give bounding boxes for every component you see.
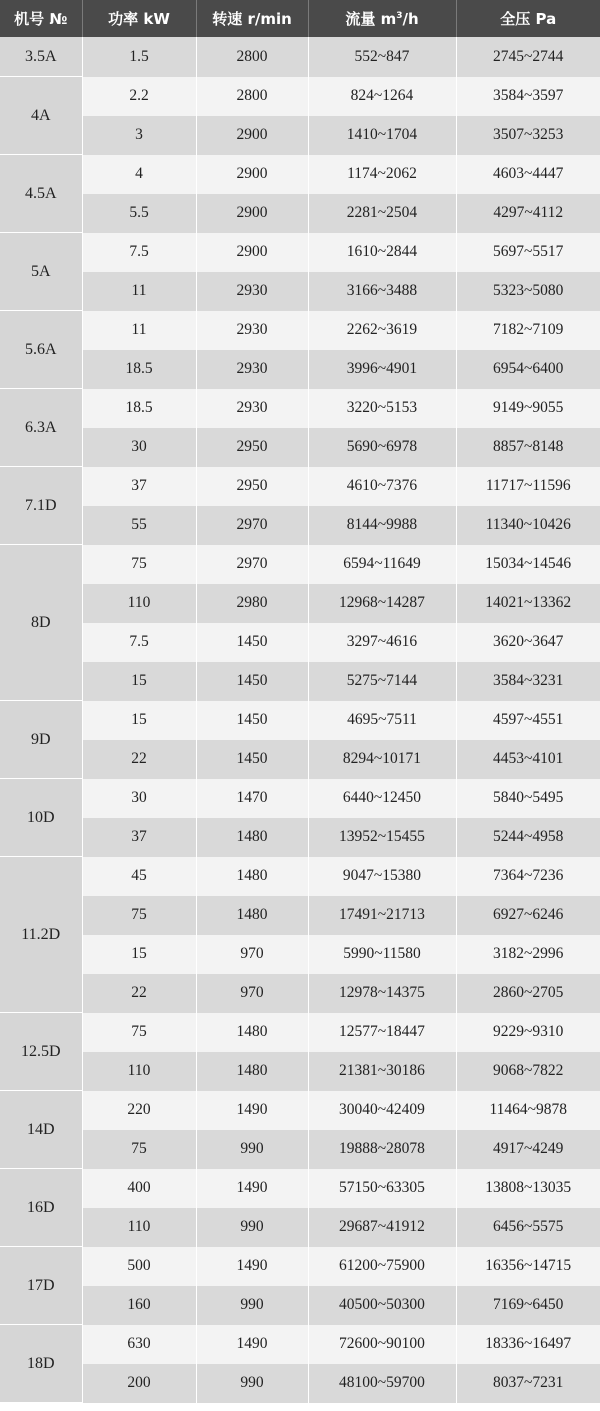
- flow-cell: 5275~7144: [308, 662, 456, 701]
- speed-cell: 2970: [196, 545, 308, 584]
- power-cell: 22: [82, 974, 196, 1013]
- flow-cell: 3220~5153: [308, 389, 456, 428]
- table-row: [0, 1169, 600, 1208]
- model-cell: 16D: [0, 1169, 82, 1247]
- flow-cell: 5690~6978: [308, 428, 456, 467]
- speed-cell: 2970: [196, 506, 308, 545]
- flow-cell: 1174~2062: [308, 155, 456, 194]
- speed-cell: 1480: [196, 1052, 308, 1091]
- speed-cell: 2800: [196, 77, 308, 116]
- power-cell: 630: [82, 1325, 196, 1364]
- flow-cell: 12577~18447: [308, 1013, 456, 1052]
- table-row: [0, 779, 600, 818]
- model-cell: 5A: [0, 233, 82, 311]
- power-cell: 200: [82, 1364, 196, 1403]
- pressure-cell: 11464~9878: [456, 1091, 600, 1130]
- flow-cell: 48100~59700: [308, 1364, 456, 1403]
- table-row: [0, 1286, 600, 1325]
- power-cell: 500: [82, 1247, 196, 1286]
- pressure-cell: 7182~7109: [456, 311, 600, 350]
- speed-cell: 990: [196, 1286, 308, 1325]
- pressure-cell: 2745~2744: [456, 37, 600, 77]
- power-cell: 3: [82, 116, 196, 155]
- speed-cell: 2980: [196, 584, 308, 623]
- pressure-cell: 5323~5080: [456, 272, 600, 311]
- pressure-cell: 6954~6400: [456, 350, 600, 389]
- flow-cell: 29687~41912: [308, 1208, 456, 1247]
- table-row: [0, 350, 600, 389]
- power-cell: 15: [82, 935, 196, 974]
- flow-cell: 13952~15455: [308, 818, 456, 857]
- pressure-cell: 5697~5517: [456, 233, 600, 272]
- model-cell: 6.3A: [0, 389, 82, 467]
- power-cell: 7.5: [82, 623, 196, 662]
- flow-cell: 17491~21713: [308, 896, 456, 935]
- flow-cell: 8144~9988: [308, 506, 456, 545]
- power-cell: 22: [82, 740, 196, 779]
- table-row: [0, 1013, 600, 1052]
- flow-cell: 6594~11649: [308, 545, 456, 584]
- header-flow-prefix: 流量 m: [345, 10, 397, 28]
- pressure-cell: 7364~7236: [456, 857, 600, 896]
- flow-cell: 12968~14287: [308, 584, 456, 623]
- flow-cell: 21381~30186: [308, 1052, 456, 1091]
- flow-cell: 9047~15380: [308, 857, 456, 896]
- pressure-cell: 9229~9310: [456, 1013, 600, 1052]
- table-row: [0, 623, 600, 662]
- table-row: [0, 1247, 600, 1286]
- power-cell: 110: [82, 1052, 196, 1091]
- power-cell: 110: [82, 1208, 196, 1247]
- table-row: [0, 701, 600, 740]
- header-pressure: 全压 Pa: [456, 0, 600, 37]
- speed-cell: 2950: [196, 467, 308, 506]
- header-speed: 转速 r/min: [196, 0, 308, 37]
- speed-cell: 2930: [196, 272, 308, 311]
- power-cell: 37: [82, 467, 196, 506]
- model-cell: 18D: [0, 1325, 82, 1403]
- header-row: [0, 0, 600, 37]
- speed-cell: 970: [196, 974, 308, 1013]
- model-cell: 3.5A: [0, 37, 82, 77]
- power-cell: 2.2: [82, 77, 196, 116]
- table-row: [0, 662, 600, 701]
- flow-cell: 2281~2504: [308, 194, 456, 233]
- model-cell: 4A: [0, 77, 82, 155]
- flow-cell: 6440~12450: [308, 779, 456, 818]
- speed-cell: 1490: [196, 1091, 308, 1130]
- power-cell: 400: [82, 1169, 196, 1208]
- power-cell: 160: [82, 1286, 196, 1325]
- flow-cell: 552~847: [308, 37, 456, 77]
- power-cell: 75: [82, 545, 196, 584]
- table-row: [0, 77, 600, 116]
- table-row: [0, 389, 600, 428]
- flow-cell: 12978~14375: [308, 974, 456, 1013]
- pressure-cell: 16356~14715: [456, 1247, 600, 1286]
- pressure-cell: 18336~16497: [456, 1325, 600, 1364]
- speed-cell: 1480: [196, 896, 308, 935]
- table-row: [0, 1091, 600, 1130]
- model-cell: 8D: [0, 545, 82, 701]
- pressure-cell: 2860~2705: [456, 974, 600, 1013]
- speed-cell: 990: [196, 1130, 308, 1169]
- pressure-cell: 4453~4101: [456, 740, 600, 779]
- model-cell: 12.5D: [0, 1013, 82, 1091]
- table-body: [0, 37, 600, 1403]
- model-cell: 5.6A: [0, 311, 82, 389]
- table-row: [0, 194, 600, 233]
- pressure-cell: 9068~7822: [456, 1052, 600, 1091]
- flow-cell: 61200~75900: [308, 1247, 456, 1286]
- table-row: [0, 857, 600, 896]
- speed-cell: 1450: [196, 701, 308, 740]
- pressure-cell: 9149~9055: [456, 389, 600, 428]
- flow-cell: 3996~4901: [308, 350, 456, 389]
- pressure-cell: 3507~3253: [456, 116, 600, 155]
- flow-cell: 3297~4616: [308, 623, 456, 662]
- flow-cell: 19888~28078: [308, 1130, 456, 1169]
- model-cell: 10D: [0, 779, 82, 857]
- table-row: [0, 1364, 600, 1403]
- speed-cell: 1450: [196, 740, 308, 779]
- pressure-cell: 13808~13035: [456, 1169, 600, 1208]
- power-cell: 75: [82, 896, 196, 935]
- speed-cell: 990: [196, 1208, 308, 1247]
- pressure-cell: 4603~4447: [456, 155, 600, 194]
- model-cell: 14D: [0, 1091, 82, 1169]
- power-cell: 15: [82, 662, 196, 701]
- power-cell: 4: [82, 155, 196, 194]
- pressure-cell: 8037~7231: [456, 1364, 600, 1403]
- speed-cell: 1490: [196, 1169, 308, 1208]
- pressure-cell: 14021~13362: [456, 584, 600, 623]
- flow-cell: 4695~7511: [308, 701, 456, 740]
- model-cell: 17D: [0, 1247, 82, 1325]
- pressure-cell: 4597~4551: [456, 701, 600, 740]
- header-flow-sup: 3: [396, 11, 403, 21]
- table-row: [0, 584, 600, 623]
- model-cell: 9D: [0, 701, 82, 779]
- power-cell: 5.5: [82, 194, 196, 233]
- pressure-cell: 3584~3231: [456, 662, 600, 701]
- table-row: [0, 155, 600, 194]
- power-cell: 7.5: [82, 233, 196, 272]
- power-cell: 75: [82, 1130, 196, 1169]
- table-row: [0, 818, 600, 857]
- power-cell: 18.5: [82, 389, 196, 428]
- header-flow-suffix: /h: [402, 10, 419, 28]
- power-cell: 220: [82, 1091, 196, 1130]
- speed-cell: 1490: [196, 1325, 308, 1364]
- power-cell: 18.5: [82, 350, 196, 389]
- power-cell: 11: [82, 311, 196, 350]
- speed-cell: 2900: [196, 233, 308, 272]
- power-cell: 45: [82, 857, 196, 896]
- power-cell: 55: [82, 506, 196, 545]
- table-row: [0, 740, 600, 779]
- table-row: [0, 37, 600, 77]
- power-cell: 75: [82, 1013, 196, 1052]
- table-row: [0, 272, 600, 311]
- power-cell: 15: [82, 701, 196, 740]
- speed-cell: 2900: [196, 116, 308, 155]
- power-cell: 30: [82, 779, 196, 818]
- flow-cell: 3166~3488: [308, 272, 456, 311]
- speed-cell: 1450: [196, 662, 308, 701]
- pressure-cell: 3182~2996: [456, 935, 600, 974]
- table-row: [0, 545, 600, 584]
- flow-cell: 72600~90100: [308, 1325, 456, 1364]
- pressure-cell: 3620~3647: [456, 623, 600, 662]
- flow-cell: 40500~50300: [308, 1286, 456, 1325]
- pressure-cell: 8857~8148: [456, 428, 600, 467]
- header-model: 机号 №: [0, 0, 82, 37]
- table-row: [0, 233, 600, 272]
- pressure-cell: 15034~14546: [456, 545, 600, 584]
- pressure-cell: 5244~4958: [456, 818, 600, 857]
- table-row: [0, 467, 600, 506]
- flow-cell: 5990~11580: [308, 935, 456, 974]
- speed-cell: 2930: [196, 350, 308, 389]
- power-cell: 1.5: [82, 37, 196, 77]
- flow-cell: 1610~2844: [308, 233, 456, 272]
- speed-cell: 2800: [196, 37, 308, 77]
- power-cell: 30: [82, 428, 196, 467]
- flow-cell: 1410~1704: [308, 116, 456, 155]
- model-cell: 11.2D: [0, 857, 82, 1013]
- speed-cell: 2900: [196, 194, 308, 233]
- model-cell: 4.5A: [0, 155, 82, 233]
- pressure-cell: 6456~5575: [456, 1208, 600, 1247]
- flow-cell: 824~1264: [308, 77, 456, 116]
- header-power: 功率 kW: [82, 0, 196, 37]
- power-cell: 110: [82, 584, 196, 623]
- flow-cell: 30040~42409: [308, 1091, 456, 1130]
- pressure-cell: 4917~4249: [456, 1130, 600, 1169]
- power-cell: 37: [82, 818, 196, 857]
- speed-cell: 1470: [196, 779, 308, 818]
- speed-cell: 2930: [196, 311, 308, 350]
- pressure-cell: 7169~6450: [456, 1286, 600, 1325]
- table-row: [0, 311, 600, 350]
- speed-cell: 990: [196, 1364, 308, 1403]
- speed-cell: 1480: [196, 1013, 308, 1052]
- table-row: [0, 1325, 600, 1364]
- speed-cell: 970: [196, 935, 308, 974]
- power-cell: 11: [82, 272, 196, 311]
- table-header: [0, 0, 600, 37]
- pressure-cell: 3584~3597: [456, 77, 600, 116]
- speed-cell: 1480: [196, 857, 308, 896]
- pressure-cell: 11340~10426: [456, 506, 600, 545]
- speed-cell: 2930: [196, 389, 308, 428]
- model-cell: 7.1D: [0, 467, 82, 545]
- table-row: [0, 1052, 600, 1091]
- speed-cell: 2900: [196, 155, 308, 194]
- table-row: [0, 428, 600, 467]
- table-row: [0, 896, 600, 935]
- table-row: [0, 935, 600, 974]
- table-row: [0, 1130, 600, 1169]
- table-row: [0, 974, 600, 1013]
- table-row: [0, 116, 600, 155]
- speed-cell: 1480: [196, 818, 308, 857]
- speed-cell: 2950: [196, 428, 308, 467]
- flow-cell: 4610~7376: [308, 467, 456, 506]
- flow-cell: 57150~63305: [308, 1169, 456, 1208]
- table-row: [0, 506, 600, 545]
- pressure-cell: 11717~11596: [456, 467, 600, 506]
- pressure-cell: 6927~6246: [456, 896, 600, 935]
- flow-cell: 8294~10171: [308, 740, 456, 779]
- pressure-cell: 4297~4112: [456, 194, 600, 233]
- table-row: [0, 1208, 600, 1247]
- flow-cell: 2262~3619: [308, 311, 456, 350]
- header-flow: [308, 0, 456, 37]
- speed-cell: 1490: [196, 1247, 308, 1286]
- pressure-cell: 5840~5495: [456, 779, 600, 818]
- speed-cell: 1450: [196, 623, 308, 662]
